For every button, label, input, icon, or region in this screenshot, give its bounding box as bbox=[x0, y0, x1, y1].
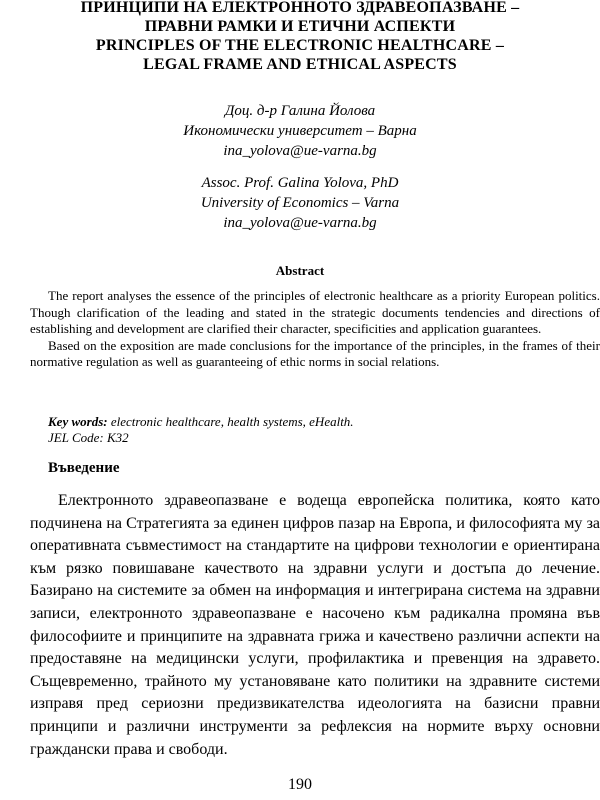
title-bg-line-1: ПРИНЦИПИ НА ЕЛЕКТРОННОТО ЗДРАВЕОПАЗВАНЕ – bbox=[80, 0, 520, 16]
abstract-body bbox=[30, 288, 600, 371]
author-name-bg: Доц. д-р Галина Йолова bbox=[224, 103, 376, 119]
author-affiliation-en: University of Economics – Varna bbox=[200, 195, 400, 211]
section-heading-introduction: Въведение bbox=[48, 460, 120, 476]
jel-code: JEL Code: K32 bbox=[48, 430, 129, 445]
keywords-line bbox=[48, 414, 600, 430]
introduction-body bbox=[30, 490, 600, 761]
author-block-english bbox=[0, 173, 600, 233]
title-bg-line-2: ПРАВНИ РАМКИ И ЕТИЧНИ АСПЕКТИ bbox=[144, 18, 456, 35]
abstract-heading: Abstract bbox=[275, 263, 325, 278]
author-email-bg: ina_yolova@ue-varna.bg bbox=[223, 143, 377, 159]
author-affiliation-bg: Икономически университет – Варна bbox=[183, 123, 417, 139]
page-number: 190 bbox=[288, 776, 312, 793]
title-en-line-2: LEGAL FRAME AND ETHICAL ASPECTS bbox=[143, 56, 457, 73]
abstract-paragraph-1: The report analyses the essence of the principles of electronic healthcare as a priority European politics. Though clarification of the leading and stated in the strategic documents tendencies and directions of establishing and development are clarified their character, specificities and application guarantees. bbox=[30, 288, 600, 336]
author-block-bulgarian bbox=[0, 101, 600, 161]
abstract-paragraph-2: Based on the exposition are made conclusions for the importance of the principles, in the frames of their normative regulation as well as guaranteeing of ethic norms in social relations. bbox=[30, 337, 600, 369]
keywords-value: electronic healthcare, health systems, eHealth. bbox=[107, 414, 354, 429]
author-email-en: ina_yolova@ue-varna.bg bbox=[223, 215, 377, 231]
keywords-label: Key words: bbox=[48, 414, 108, 429]
author-name-en: Assoc. Prof. Galina Yolova, PhD bbox=[201, 175, 399, 191]
introduction-paragraph: Електронното здравеопазване е водеща европейска политика, която като подчинена на Стратегията за единен цифров пазар на Европа, и философията му за оперативната съвместимост на стандартите на цифрови технологии е ориентирана към рязко повишаване качеството на здравни услуги и достъпа до лечение. Базирано на системите за обмен на информация и интегрирана система на здравни записи, електронното здравеопазване е насочено към радикална промяна във философиите и принципите на здравната грижа и качествено различни аспекти на предоставяне на медицински услуги, профилактика и превенция на здравето. Същевременно, трайното му установяване като политики на здравните системи изправя пред сериозни предизвикателства идеологията на базисни правни принципи и различни инструменти за рефлексия на нормите върху основни граждански права и свободи. bbox=[30, 492, 600, 758]
paper-title bbox=[0, 0, 600, 74]
title-en-line-1: PRINCIPLES OF THE ELECTRONIC HEALTHCARE – bbox=[95, 37, 505, 54]
